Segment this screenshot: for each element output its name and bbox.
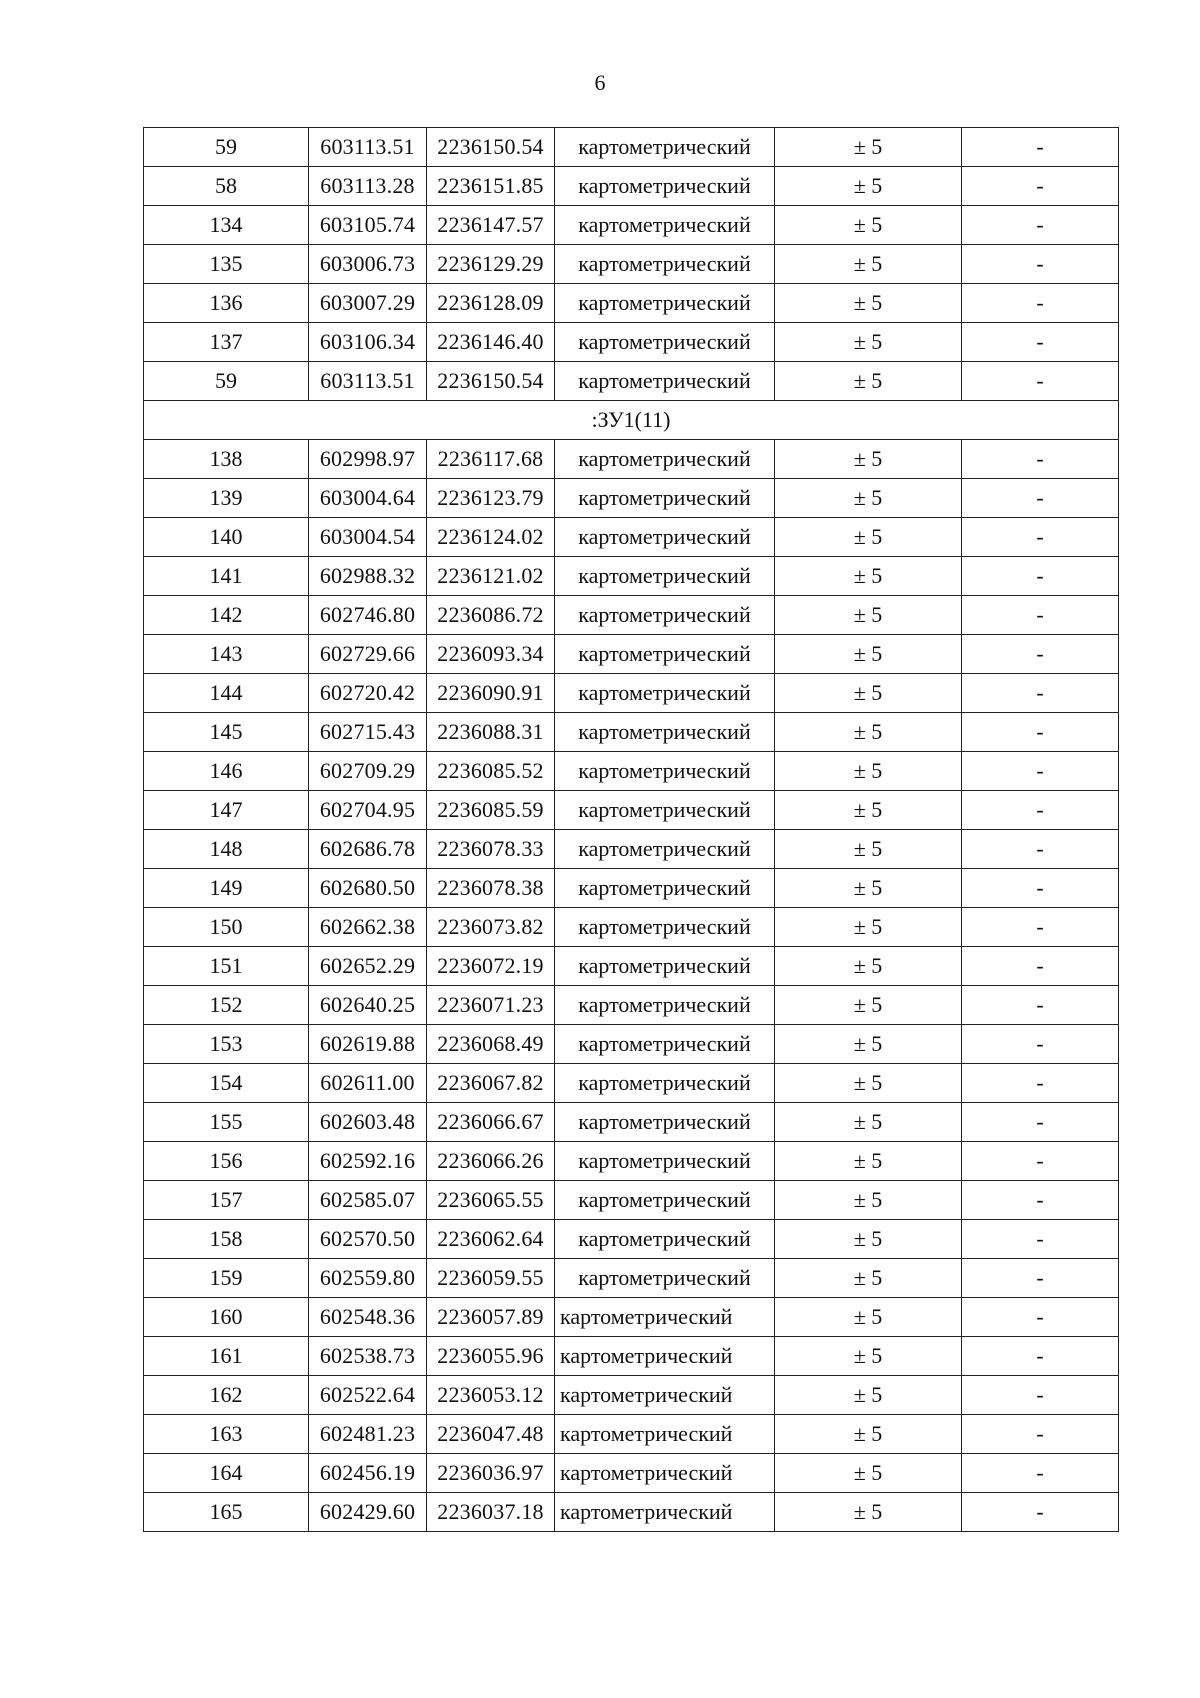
description-cell: - xyxy=(962,830,1119,869)
point-number-cell: 160 xyxy=(144,1298,309,1337)
accuracy-cell: ± 5 xyxy=(775,908,962,947)
description-cell: - xyxy=(962,1259,1119,1298)
table-row xyxy=(144,518,1119,557)
description-cell: - xyxy=(962,1025,1119,1064)
accuracy-cell: ± 5 xyxy=(775,869,962,908)
point-number-cell: 164 xyxy=(144,1454,309,1493)
point-number-cell: 152 xyxy=(144,986,309,1025)
description-cell: - xyxy=(962,1103,1119,1142)
accuracy-cell: ± 5 xyxy=(775,791,962,830)
coord-x-cell: 602603.48 xyxy=(309,1103,427,1142)
coord-x-cell: 602522.64 xyxy=(309,1376,427,1415)
table-row xyxy=(144,479,1119,518)
coord-y-cell: 2236047.48 xyxy=(427,1415,555,1454)
table-row xyxy=(144,1337,1119,1376)
point-number-cell: 155 xyxy=(144,1103,309,1142)
point-number-cell: 135 xyxy=(144,245,309,284)
accuracy-cell: ± 5 xyxy=(775,167,962,206)
table-row xyxy=(144,167,1119,206)
point-number-cell: 149 xyxy=(144,869,309,908)
point-number-cell: 145 xyxy=(144,713,309,752)
description-cell: - xyxy=(962,284,1119,323)
coord-x-cell: 603007.29 xyxy=(309,284,427,323)
coord-x-cell: 602429.60 xyxy=(309,1493,427,1532)
method-cell: картометрический xyxy=(555,791,775,830)
accuracy-cell: ± 5 xyxy=(775,1337,962,1376)
coord-x-cell: 603113.28 xyxy=(309,167,427,206)
accuracy-cell: ± 5 xyxy=(775,1142,962,1181)
coord-x-cell: 602704.95 xyxy=(309,791,427,830)
coord-y-cell: 2236067.82 xyxy=(427,1064,555,1103)
point-number-cell: 147 xyxy=(144,791,309,830)
method-cell: картометрический xyxy=(555,830,775,869)
method-cell: картометрический xyxy=(555,479,775,518)
description-cell: - xyxy=(962,440,1119,479)
coord-y-cell: 2236124.02 xyxy=(427,518,555,557)
point-number-cell: 134 xyxy=(144,206,309,245)
table-row xyxy=(144,128,1119,167)
coord-y-cell: 2236053.12 xyxy=(427,1376,555,1415)
point-number-cell: 163 xyxy=(144,1415,309,1454)
method-cell: картометрический xyxy=(555,713,775,752)
point-number-cell: 138 xyxy=(144,440,309,479)
coord-y-cell: 2236078.38 xyxy=(427,869,555,908)
coord-y-cell: 2236128.09 xyxy=(427,284,555,323)
description-cell: - xyxy=(962,128,1119,167)
coord-y-cell: 2236037.18 xyxy=(427,1493,555,1532)
method-cell: картометрический xyxy=(555,635,775,674)
table-row xyxy=(144,908,1119,947)
table-row xyxy=(144,986,1119,1025)
coord-y-cell: 2236090.91 xyxy=(427,674,555,713)
accuracy-cell: ± 5 xyxy=(775,284,962,323)
method-cell: картометрический xyxy=(555,674,775,713)
coord-y-cell: 2236071.23 xyxy=(427,986,555,1025)
coord-x-cell: 602456.19 xyxy=(309,1454,427,1493)
description-cell: - xyxy=(962,206,1119,245)
description-cell: - xyxy=(962,167,1119,206)
point-number-cell: 142 xyxy=(144,596,309,635)
method-cell: картометрический xyxy=(555,167,775,206)
coord-y-cell: 2236059.55 xyxy=(427,1259,555,1298)
accuracy-cell: ± 5 xyxy=(775,635,962,674)
accuracy-cell: ± 5 xyxy=(775,1181,962,1220)
table-row xyxy=(144,713,1119,752)
accuracy-cell: ± 5 xyxy=(775,1298,962,1337)
coord-y-cell: 2236066.26 xyxy=(427,1142,555,1181)
accuracy-cell: ± 5 xyxy=(775,206,962,245)
coord-y-cell: 2236078.33 xyxy=(427,830,555,869)
point-number-cell: 150 xyxy=(144,908,309,947)
accuracy-cell: ± 5 xyxy=(775,1376,962,1415)
coord-x-cell: 602709.29 xyxy=(309,752,427,791)
coord-y-cell: 2236147.57 xyxy=(427,206,555,245)
point-number-cell: 137 xyxy=(144,323,309,362)
description-cell: - xyxy=(962,908,1119,947)
point-number-cell: 140 xyxy=(144,518,309,557)
accuracy-cell: ± 5 xyxy=(775,1259,962,1298)
section-title: :ЗУ1(11) xyxy=(144,401,1119,440)
description-cell: - xyxy=(962,869,1119,908)
method-cell: картометрический xyxy=(555,1454,775,1493)
accuracy-cell: ± 5 xyxy=(775,1454,962,1493)
point-number-cell: 141 xyxy=(144,557,309,596)
description-cell: - xyxy=(962,713,1119,752)
description-cell: - xyxy=(962,245,1119,284)
description-cell: - xyxy=(962,1181,1119,1220)
coord-y-cell: 2236086.72 xyxy=(427,596,555,635)
accuracy-cell: ± 5 xyxy=(775,518,962,557)
table-row xyxy=(144,947,1119,986)
accuracy-cell: ± 5 xyxy=(775,323,962,362)
coord-y-cell: 2236055.96 xyxy=(427,1337,555,1376)
accuracy-cell: ± 5 xyxy=(775,1415,962,1454)
method-cell: картометрический xyxy=(555,284,775,323)
coord-x-cell: 603113.51 xyxy=(309,362,427,401)
coord-y-cell: 2236150.54 xyxy=(427,128,555,167)
table-row xyxy=(144,1103,1119,1142)
coord-y-cell: 2236065.55 xyxy=(427,1181,555,1220)
coord-x-cell: 602988.32 xyxy=(309,557,427,596)
coord-y-cell: 2236072.19 xyxy=(427,947,555,986)
coord-y-cell: 2236085.59 xyxy=(427,791,555,830)
coord-x-cell: 602538.73 xyxy=(309,1337,427,1376)
accuracy-cell: ± 5 xyxy=(775,557,962,596)
description-cell: - xyxy=(962,635,1119,674)
point-number-cell: 58 xyxy=(144,167,309,206)
method-cell: картометрический xyxy=(555,1142,775,1181)
table-row xyxy=(144,635,1119,674)
method-cell: картометрический xyxy=(555,206,775,245)
coord-y-cell: 2236123.79 xyxy=(427,479,555,518)
coord-x-cell: 602548.36 xyxy=(309,1298,427,1337)
method-cell: картометрический xyxy=(555,1220,775,1259)
table-row xyxy=(144,1376,1119,1415)
coord-x-cell: 602592.16 xyxy=(309,1142,427,1181)
point-number-cell: 139 xyxy=(144,479,309,518)
coord-x-cell: 602619.88 xyxy=(309,1025,427,1064)
accuracy-cell: ± 5 xyxy=(775,479,962,518)
section-header-row xyxy=(144,401,1119,440)
description-cell: - xyxy=(962,1493,1119,1532)
accuracy-cell: ± 5 xyxy=(775,440,962,479)
accuracy-cell: ± 5 xyxy=(775,1103,962,1142)
method-cell: картометрический xyxy=(555,1025,775,1064)
point-number-cell: 159 xyxy=(144,1259,309,1298)
table-row xyxy=(144,1298,1119,1337)
coord-y-cell: 2236121.02 xyxy=(427,557,555,596)
coord-y-cell: 2236088.31 xyxy=(427,713,555,752)
coordinates-table xyxy=(143,127,1119,1532)
point-number-cell: 158 xyxy=(144,1220,309,1259)
coord-y-cell: 2236085.52 xyxy=(427,752,555,791)
point-number-cell: 59 xyxy=(144,128,309,167)
method-cell: картометрический xyxy=(555,1298,775,1337)
coord-x-cell: 602720.42 xyxy=(309,674,427,713)
table-row xyxy=(144,1220,1119,1259)
method-cell: картометрический xyxy=(555,947,775,986)
method-cell: картометрический xyxy=(555,1415,775,1454)
description-cell: - xyxy=(962,1415,1119,1454)
table-row xyxy=(144,284,1119,323)
table-row xyxy=(144,830,1119,869)
coord-x-cell: 602686.78 xyxy=(309,830,427,869)
accuracy-cell: ± 5 xyxy=(775,674,962,713)
table-row xyxy=(144,1415,1119,1454)
coord-x-cell: 603113.51 xyxy=(309,128,427,167)
table-row xyxy=(144,206,1119,245)
description-cell: - xyxy=(962,518,1119,557)
point-number-cell: 157 xyxy=(144,1181,309,1220)
method-cell: картометрический xyxy=(555,245,775,284)
coord-y-cell: 2236151.85 xyxy=(427,167,555,206)
accuracy-cell: ± 5 xyxy=(775,947,962,986)
table-row xyxy=(144,362,1119,401)
table-row xyxy=(144,323,1119,362)
coord-y-cell: 2236073.82 xyxy=(427,908,555,947)
point-number-cell: 59 xyxy=(144,362,309,401)
point-number-cell: 156 xyxy=(144,1142,309,1181)
description-cell: - xyxy=(962,1298,1119,1337)
coord-x-cell: 603006.73 xyxy=(309,245,427,284)
method-cell: картометрический xyxy=(555,518,775,557)
method-cell: картометрический xyxy=(555,1181,775,1220)
accuracy-cell: ± 5 xyxy=(775,128,962,167)
coord-x-cell: 603004.54 xyxy=(309,518,427,557)
table-row xyxy=(144,1181,1119,1220)
method-cell: картометрический xyxy=(555,440,775,479)
table-row xyxy=(144,1064,1119,1103)
description-cell: - xyxy=(962,362,1119,401)
description-cell: - xyxy=(962,557,1119,596)
description-cell: - xyxy=(962,986,1119,1025)
accuracy-cell: ± 5 xyxy=(775,1493,962,1532)
method-cell: картометрический xyxy=(555,1259,775,1298)
table-row xyxy=(144,557,1119,596)
coord-x-cell: 602998.97 xyxy=(309,440,427,479)
table-row xyxy=(144,752,1119,791)
description-cell: - xyxy=(962,752,1119,791)
accuracy-cell: ± 5 xyxy=(775,752,962,791)
point-number-cell: 153 xyxy=(144,1025,309,1064)
description-cell: - xyxy=(962,791,1119,830)
point-number-cell: 161 xyxy=(144,1337,309,1376)
accuracy-cell: ± 5 xyxy=(775,1025,962,1064)
table-row xyxy=(144,245,1119,284)
point-number-cell: 136 xyxy=(144,284,309,323)
method-cell: картометрический xyxy=(555,1337,775,1376)
coord-x-cell: 602640.25 xyxy=(309,986,427,1025)
table-row xyxy=(144,791,1119,830)
method-cell: картометрический xyxy=(555,128,775,167)
description-cell: - xyxy=(962,479,1119,518)
description-cell: - xyxy=(962,1337,1119,1376)
coord-y-cell: 2236062.64 xyxy=(427,1220,555,1259)
point-number-cell: 144 xyxy=(144,674,309,713)
accuracy-cell: ± 5 xyxy=(775,245,962,284)
method-cell: картометрический xyxy=(555,1064,775,1103)
method-cell: картометрический xyxy=(555,1103,775,1142)
coord-y-cell: 2236146.40 xyxy=(427,323,555,362)
table-row xyxy=(144,1025,1119,1064)
accuracy-cell: ± 5 xyxy=(775,362,962,401)
coord-y-cell: 2236150.54 xyxy=(427,362,555,401)
method-cell: картометрический xyxy=(555,323,775,362)
coord-x-cell: 603004.64 xyxy=(309,479,427,518)
method-cell: картометрический xyxy=(555,869,775,908)
coord-x-cell: 602652.29 xyxy=(309,947,427,986)
method-cell: картометрический xyxy=(555,1493,775,1532)
description-cell: - xyxy=(962,1064,1119,1103)
table-row xyxy=(144,674,1119,713)
description-cell: - xyxy=(962,1376,1119,1415)
coord-y-cell: 2236036.97 xyxy=(427,1454,555,1493)
point-number-cell: 146 xyxy=(144,752,309,791)
point-number-cell: 154 xyxy=(144,1064,309,1103)
method-cell: картометрический xyxy=(555,557,775,596)
description-cell: - xyxy=(962,947,1119,986)
coordinates-table-body xyxy=(144,128,1119,1532)
method-cell: картометрический xyxy=(555,362,775,401)
method-cell: картометрический xyxy=(555,596,775,635)
accuracy-cell: ± 5 xyxy=(775,830,962,869)
point-number-cell: 151 xyxy=(144,947,309,986)
coord-x-cell: 602585.07 xyxy=(309,1181,427,1220)
description-cell: - xyxy=(962,1220,1119,1259)
coord-x-cell: 602559.80 xyxy=(309,1259,427,1298)
description-cell: - xyxy=(962,1454,1119,1493)
table-row xyxy=(144,1142,1119,1181)
accuracy-cell: ± 5 xyxy=(775,713,962,752)
coord-y-cell: 2236129.29 xyxy=(427,245,555,284)
coord-x-cell: 602570.50 xyxy=(309,1220,427,1259)
method-cell: картометрический xyxy=(555,1376,775,1415)
point-number-cell: 162 xyxy=(144,1376,309,1415)
description-cell: - xyxy=(962,674,1119,713)
coord-y-cell: 2236093.34 xyxy=(427,635,555,674)
coord-x-cell: 603105.74 xyxy=(309,206,427,245)
method-cell: картометрический xyxy=(555,908,775,947)
coord-y-cell: 2236066.67 xyxy=(427,1103,555,1142)
coord-y-cell: 2236068.49 xyxy=(427,1025,555,1064)
description-cell: - xyxy=(962,596,1119,635)
accuracy-cell: ± 5 xyxy=(775,986,962,1025)
coord-x-cell: 602729.66 xyxy=(309,635,427,674)
coord-x-cell: 602662.38 xyxy=(309,908,427,947)
table-row xyxy=(144,869,1119,908)
description-cell: - xyxy=(962,323,1119,362)
coord-x-cell: 602611.00 xyxy=(309,1064,427,1103)
point-number-cell: 165 xyxy=(144,1493,309,1532)
method-cell: картометрический xyxy=(555,752,775,791)
coord-x-cell: 602481.23 xyxy=(309,1415,427,1454)
point-number-cell: 143 xyxy=(144,635,309,674)
coord-x-cell: 602680.50 xyxy=(309,869,427,908)
coord-y-cell: 2236117.68 xyxy=(427,440,555,479)
table-row xyxy=(144,440,1119,479)
coord-y-cell: 2236057.89 xyxy=(427,1298,555,1337)
table-row xyxy=(144,1454,1119,1493)
coord-x-cell: 603106.34 xyxy=(309,323,427,362)
point-number-cell: 148 xyxy=(144,830,309,869)
description-cell: - xyxy=(962,1142,1119,1181)
table-row xyxy=(144,1259,1119,1298)
coord-x-cell: 602715.43 xyxy=(309,713,427,752)
accuracy-cell: ± 5 xyxy=(775,1064,962,1103)
table-row xyxy=(144,1493,1119,1532)
coord-x-cell: 602746.80 xyxy=(309,596,427,635)
accuracy-cell: ± 5 xyxy=(775,596,962,635)
page-number: 6 xyxy=(594,70,606,95)
method-cell: картометрический xyxy=(555,986,775,1025)
accuracy-cell: ± 5 xyxy=(775,1220,962,1259)
table-row xyxy=(144,596,1119,635)
